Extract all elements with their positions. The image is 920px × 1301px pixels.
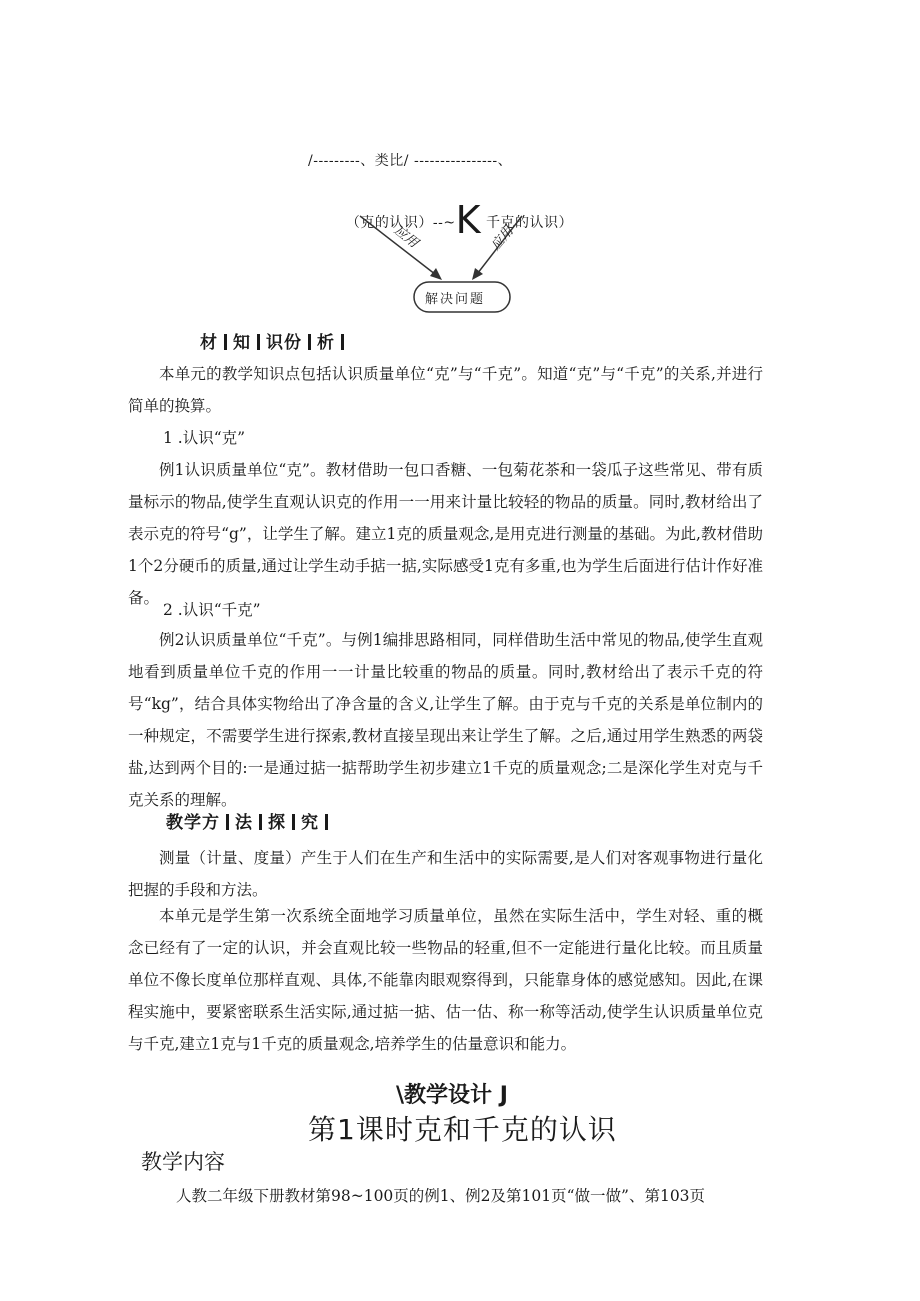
- heading-bar: [292, 814, 295, 830]
- heading-bar: [325, 814, 328, 830]
- method-paragraph-1: 测量（计量、度量）产生于人们在生产和生活中的实际需要,是人们对客观事物进行量化把握的手段和方法。: [128, 849, 763, 899]
- heading-part-1: 材: [200, 333, 218, 353]
- teaching-content-label: 教学内容: [141, 1150, 225, 1174]
- heading-bar: [226, 814, 229, 830]
- heading-part-4: 究: [301, 813, 319, 833]
- intro-paragraph: 本单元的教学知识点包括认识质量单位“克”与“千克”。知道“克”与“千克”的关系,并进行简单的换算。: [128, 365, 763, 415]
- diagram-arrow-glyph: K: [455, 198, 482, 242]
- heading-bar: [224, 334, 227, 350]
- teaching-content-text: 人教二年级下册教材第98~100页的例1、例2及第101页“做一做”、第103页: [176, 1187, 706, 1205]
- right-arrow-label: 应用: [488, 224, 517, 254]
- heading-part-2: 法: [235, 813, 253, 833]
- heading-part-4: 析: [317, 333, 335, 353]
- example1-paragraph: 例1认识质量单位“克”。教材借助一包口香糖、一包菊花茶和一袋瓜子这些常见、带有质量标示的物品,使学生直观认识克的作用一一用来计量比较轻的物品的质量。同时,教材给出了表示克的符号“g”，让学生了解。建立1克的质量观念,是用克进行测量的基础。为此,教材借助1个2分硬币的质量,通过让学生动手掂一掂,实际感受1克有多重,也为学生后面进行估计作好准备。: [128, 461, 763, 607]
- heading-part-3: 识份: [266, 333, 302, 353]
- diagram-top-line: /---------、类比/ ----------------、: [308, 153, 513, 169]
- right-arrowhead: [472, 268, 483, 280]
- example2-paragraph: 例2认识质量单位“千克”。与例1编排思路相同，同样借助生活中常见的物品,使学生直观地看到质量单位千克的作用一一计量比较重的物品的质量。同时,教材给出了表示千克的符号“kg”，结合具体实物给出了净含量的含义,让学生了解。由于克与千克的关系是单位制内的一种规定，不需要学生进行探索,教材直接呈现出来让学生了解。之后,通过用学生熟悉的两袋盐,达到两个目的:一是通过掂一掂帮助学生初步建立1千克的质量观念;二是深化学生对克与千克关系的理解。: [128, 631, 763, 809]
- section-heading-material-analysis: [200, 328, 350, 353]
- left-arrow-label: 应用: [390, 223, 421, 251]
- teaching-design-title: \教学设计 J: [396, 1083, 508, 1108]
- heading-bar: [341, 334, 344, 350]
- heading-part-2: 知: [233, 333, 251, 353]
- solve-problem-label: 解决问题: [425, 292, 486, 307]
- heading-bar: [259, 814, 262, 830]
- lesson-title: 第1课时克和千克的认识: [308, 1113, 617, 1146]
- heading-bar: [308, 334, 311, 350]
- heading-part-3: 探: [268, 813, 286, 833]
- heading-bar: [257, 334, 260, 350]
- diagram-left-node: （克的认识）--~: [345, 215, 456, 231]
- subheading-kilogram: 2 .认识“千克”: [163, 601, 261, 619]
- heading-part-1: 教学方: [166, 813, 220, 833]
- left-arrowhead: [430, 268, 442, 280]
- section-heading-method-research: [166, 808, 334, 833]
- diagram-right-node: 千克的认识）: [481, 215, 573, 231]
- method-paragraph-2: 本单元是学生第一次系统全面地学习质量单位，虽然在实际生活中，学生对轻、重的概念已经有了一定的认识，并会直观比较一些物品的轻重,但不一定能进行量化比较。而且质量单位不像长度单位那样直观、具体,不能靠肉眼观察得到，只能靠身体的感觉感知。因此,在课程实施中，要紧密联系生活实际,通过掂一掂、估一估、称一称等活动,使学生认识质量单位克与千克,建立1克与1千克的质量观念,培养学生的估量意识和能力。: [128, 907, 763, 1053]
- subheading-gram: 1 .认识“克”: [163, 429, 246, 447]
